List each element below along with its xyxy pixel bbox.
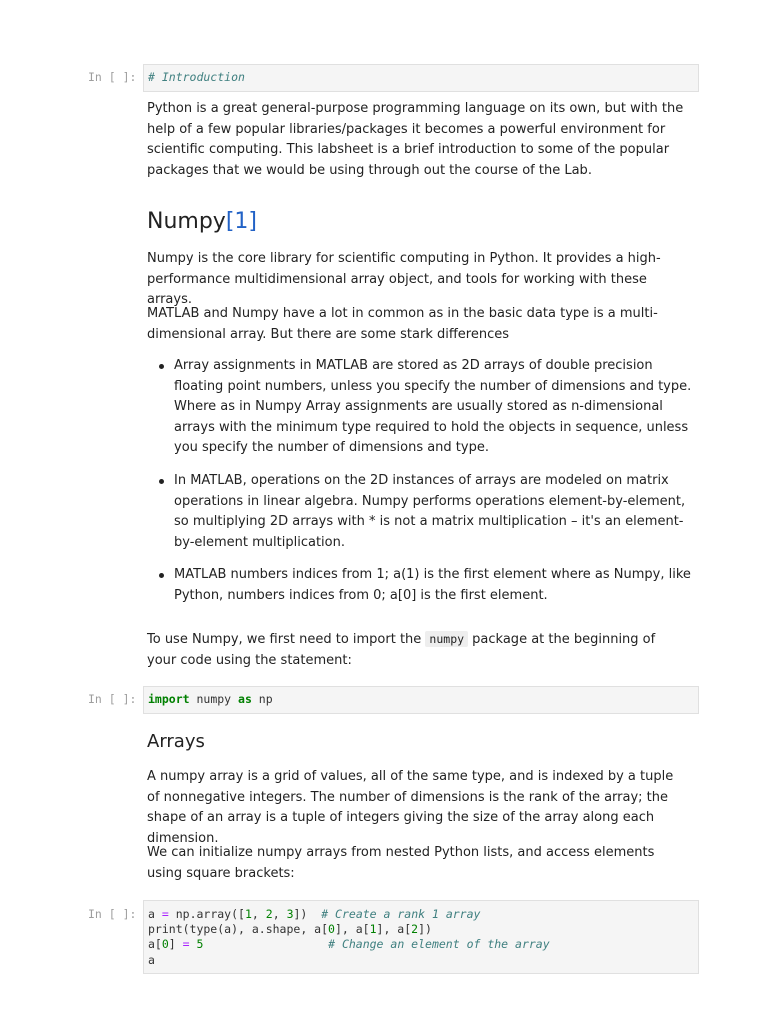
import-text-before: To use Numpy, we first need to import the: [147, 632, 426, 647]
numpy-paragraph-1-text: Numpy is the core library for scientific computing in Python. It provides a high-performance multidimensional array object, and tools for working with these arrays.: [147, 251, 661, 308]
markdown-intro-paragraph: [147, 99, 687, 181]
numpy-heading-title: Numpy: [147, 209, 226, 234]
import-paragraph-text: [147, 629, 687, 671]
intro-text: Python is a great general-purpose programming language on its own, but with the help of a few popular libraries/packages it becomes a powerful environment for scientific computing. This labsheet is a brief introduction to some of the popular packages that we would be using through out the course of the Lab.: [147, 101, 684, 178]
inline-code-numpy: numpy: [425, 631, 468, 647]
numpy-reference-link[interactable]: [1]: [225, 209, 257, 234]
module-name: numpy: [189, 692, 239, 706]
code-editor[interactable]: [143, 686, 699, 714]
import-paragraph: [147, 629, 687, 671]
cell-prompt: In [ ]:: [88, 907, 137, 921]
code-line-3: a[0] = 5 # Change an element of the array: [148, 937, 550, 952]
numpy-paragraph-2-text: MATLAB and Numpy have a lot in common as in the basic data type is a multi-dimensional array. But there are some stark differences: [147, 306, 658, 342]
code-line-2: print(type(a), a.shape, a[0], a[1], a[2]): [148, 922, 432, 937]
differences-list: [147, 356, 702, 619]
arrays-paragraph-2-text: We can initialize numpy arrays from nested Python lists, and access elements using square brackets:: [147, 845, 655, 881]
keyword-as: as: [238, 692, 252, 706]
code-editor[interactable]: [143, 64, 699, 92]
code-comment: # Introduction: [148, 70, 245, 84]
numpy-paragraph-1: [147, 249, 687, 311]
arrays-heading: Arrays: [147, 731, 205, 752]
keyword-import: import: [148, 692, 190, 706]
code-editor[interactable]: [143, 900, 699, 974]
list-item: Array assignments in MATLAB are stored as 2D arrays of double precision floating point numbers, unless you specify the number of dimensions and type. Where as in Numpy Array assignments are usually stored as n-dimensional arrays with the minimum type required to hold the objects in sequence, unless you specify the number of dimensions and type.: [174, 356, 702, 459]
code-line-1: a = np.array([1, 2, 3]) # Create a rank 1 array: [148, 907, 481, 921]
arrays-paragraph-1-text: A numpy array is a grid of values, all of the same type, and is indexed by a tuple of nonnegative integers. The number of dimensions is the rank of the array; the shape of an array is a tuple of integers giving the size of the array along each dimension.: [147, 769, 674, 846]
numpy-heading: [147, 208, 257, 236]
numpy-paragraph-2: [147, 304, 687, 345]
arrays-paragraph-1: [147, 767, 687, 849]
module-alias: np: [251, 692, 273, 706]
list-item: MATLAB numbers indices from 1; a(1) is the first element where as Numpy, like Python, numbers indices from 0; a[0] is the first element.: [174, 565, 702, 606]
code-line-4: a: [148, 952, 155, 967]
list-item: In MATLAB, operations on the 2D instances of arrays are modeled on matrix operations in linear algebra. Numpy performs operations element-by-element, so multiplying 2D arrays with * is not a matrix multiplication – it's an element-by-element multiplication.: [174, 471, 702, 553]
cell-prompt: In [ ]:: [88, 70, 137, 84]
arrays-paragraph-2: [147, 843, 687, 884]
import-text-after: package at the beginning of your code using the statement:: [147, 632, 656, 668]
cell-prompt: In [ ]:: [88, 692, 137, 706]
